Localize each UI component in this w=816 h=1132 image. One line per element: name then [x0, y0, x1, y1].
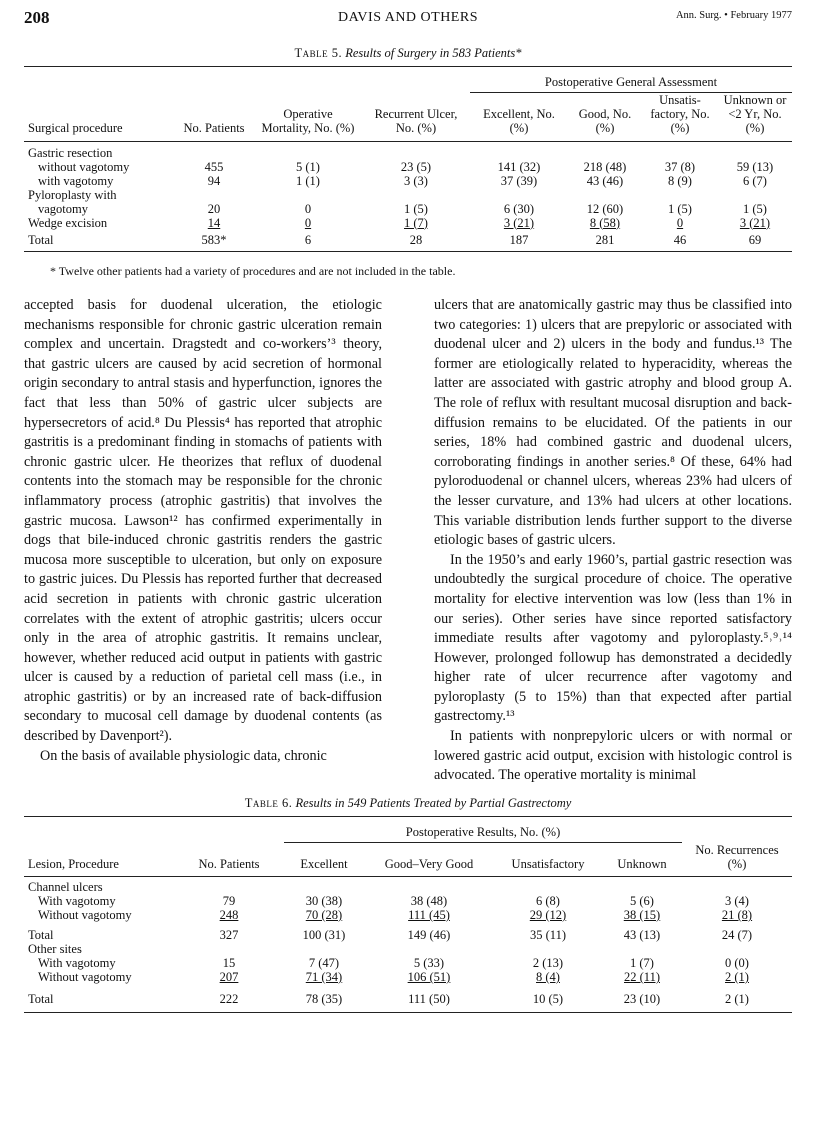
- paragraph: accepted basis for duodenal ulceration, the etiologic mechanisms responsible for chronic gastric ulceration remain complex and uncertain. Dragstedt and co-workers’³ theory, that gastric ulcers are caused by acid secretion of hormonal origin secondary to antral stasis and hyperfunction, ignores the fact that less than 50% of gastric ulcer subjects are hypersecretors of acid.⁸ Du Plessis⁴ has reported that atrophic gastritis is a predominant finding in stomachs of patients with chronic gastric ulcer. He theorizes that reflux of duodenal contents into the stomach may be responsible for the chronic inflammatory process (atrophic gastritis) that involves the gastric mucosa. Lawson¹² has confirmed experimentally in dogs that bile-induced chronic gastritis renders the gastric mucosa more susceptible to ulceration, but only on exposure to gastric juices. Du Plessis has reported further that decreased acid secretion in patients with chronic gastric ulceration correlates with the extent of atrophic gastritis; ulcers occur only in the area of atrophic gastritis. It remains unclear, however, whether reduced acid output in patients with gastric ulcer is caused by a reduction of parietal cell mass (i.e., in atrophic gastritis) or by an increased rate of back-diffusion secondary to mucosal cell damage by duodenal contents (as described by Davenport²).: [24, 297, 382, 745]
- table-row-total: [24, 984, 792, 1012]
- cell: 5 (6): [630, 894, 654, 908]
- row-label: Total: [24, 230, 174, 252]
- table6-group-header: Postoperative Results, No. (%): [284, 817, 682, 843]
- cell: 0 (0): [725, 956, 749, 970]
- cell: 1 (5): [668, 201, 692, 216]
- cell: 218 (48): [583, 159, 627, 174]
- row-label: With vagotomy: [38, 956, 116, 970]
- table5-footnote: * Twelve other patients had a variety of procedures and are not included in the table.: [50, 264, 456, 278]
- table6-col-unknown: Unknown: [602, 843, 682, 877]
- table-row: [24, 188, 792, 202]
- row-label: with vagotomy: [38, 173, 114, 188]
- cell: 94: [207, 173, 221, 188]
- table-row: [24, 908, 792, 922]
- cell: 10 (5): [494, 984, 602, 1012]
- table-row: [24, 956, 792, 970]
- table5-label: Table 5.: [294, 46, 343, 60]
- cell: 79: [222, 894, 236, 908]
- cell: 248: [219, 908, 239, 922]
- cell: 8 (9): [668, 173, 692, 188]
- cell: 1 (5): [743, 201, 767, 216]
- table-row: [24, 970, 792, 984]
- row-label: With vagotomy: [38, 894, 116, 908]
- cell: 5 (33): [413, 956, 445, 970]
- cell: 8 (58): [589, 215, 621, 230]
- table5-col-unsatisfactory: Unsatis- factory, No. (%): [642, 93, 718, 142]
- running-header: [24, 8, 792, 30]
- cell: 43 (13): [623, 928, 661, 942]
- table5-col-excellent: Excellent, No. (%): [470, 93, 568, 142]
- cell: 2 (1): [725, 970, 749, 984]
- cell: 3 (3): [404, 173, 428, 188]
- table5-group-header: Postoperative General Assessment: [470, 67, 792, 93]
- cell: 2 (13): [532, 956, 564, 970]
- cell: 327: [219, 928, 239, 942]
- cell: 1 (7): [630, 956, 654, 970]
- cell: 37 (39): [500, 173, 538, 188]
- cell: 69: [718, 230, 792, 252]
- cell: 21 (8): [721, 908, 753, 922]
- table5: [24, 66, 792, 252]
- cell: 1 (7): [404, 215, 428, 230]
- table6-caption: [0, 796, 816, 811]
- table-row: [24, 202, 792, 216]
- cell: 29 (12): [529, 908, 567, 922]
- table-row: [24, 160, 792, 174]
- table6-col-good: Good–Very Good: [364, 843, 494, 877]
- row-label: Without vagotomy: [38, 970, 132, 984]
- cell: 35 (11): [530, 928, 566, 942]
- journal-citation: Ann. Surg. • February 1977: [675, 10, 792, 21]
- cell: 281: [568, 230, 642, 252]
- cell: 46: [642, 230, 718, 252]
- table5-col-procedure: Surgical procedure: [24, 93, 174, 142]
- cell: 3 (4): [725, 894, 749, 908]
- cell: 78 (35): [284, 984, 364, 1012]
- cell: 22 (11): [624, 970, 660, 984]
- table6-col-excellent: Excellent: [284, 843, 364, 877]
- table-row: [24, 142, 792, 160]
- row-label: without vagotomy: [38, 159, 130, 174]
- table5-col-mortality: Operative Mortality, No. (%): [254, 93, 362, 142]
- row-label: Total: [28, 928, 54, 942]
- row-label: Channel ulcers: [28, 880, 103, 894]
- table-row-total: [24, 230, 792, 252]
- cell: 1 (1): [296, 173, 320, 188]
- table6: [24, 816, 792, 1013]
- cell: 0: [676, 215, 684, 230]
- table5-caption: [0, 46, 816, 61]
- cell: 222: [174, 984, 284, 1012]
- cell: 24 (7): [721, 928, 753, 942]
- cell: 70 (28): [305, 908, 343, 922]
- table-row: [24, 216, 792, 230]
- cell: 7 (47): [308, 956, 340, 970]
- cell: 6 (8): [536, 894, 560, 908]
- paragraph: On the basis of available physiologic data, chronic: [40, 747, 327, 764]
- running-authors: DAVIS AND OTHERS: [338, 10, 478, 25]
- table-row: [24, 942, 792, 956]
- table5-title: Results of Surgery in 583 Patients*: [345, 46, 522, 60]
- table-row: [24, 876, 792, 894]
- paragraph: In the 1950’s and early 1960’s, partial gastric resection was undoubtedly the surgical procedure of choice. The operative mortality for elective intervention was low (less than 1% in our series). Other series have since reported satisfactory immediate results after vagotomy and pyloroplasty.⁵˒⁹˒¹⁴ However, prolonged followup has demonstrated a decidedly higher rate of ulcer recurrence after vagotomy and pyloroplasty (5 to 15%) than that expected after partial gastrectomy.¹³: [434, 551, 792, 725]
- table6-col-unsatisfactory: Unsatisfactory: [494, 843, 602, 877]
- table5-col-unknown: Unknown or <2 Yr, No. (%): [718, 93, 792, 142]
- table6-label: Table 6.: [244, 796, 293, 810]
- cell: 149 (46): [407, 928, 451, 942]
- table6-col-patients: No. Patients: [174, 843, 284, 877]
- cell: 207: [219, 970, 239, 984]
- cell: 71 (34): [305, 970, 343, 984]
- cell: 23 (5): [400, 159, 432, 174]
- cell: 30 (38): [305, 894, 343, 908]
- cell: 111 (45): [408, 908, 450, 922]
- cell: 38 (15): [623, 908, 661, 922]
- row-label: Gastric resection: [28, 145, 113, 160]
- cell: 455: [204, 159, 224, 174]
- cell: 20: [207, 201, 221, 216]
- cell: 100 (31): [302, 928, 346, 942]
- row-label: vagotomy: [38, 201, 88, 216]
- row-label: Without vagotomy: [38, 908, 132, 922]
- cell: 6 (7): [743, 173, 767, 188]
- cell: 23 (10): [602, 984, 682, 1012]
- paragraph: In patients with nonprepyloric ulcers or with normal or lowered gastric acid output, excision with histologic control is advocated. The operative mortality is minimal: [434, 728, 792, 784]
- table5-col-recurrent: Recurrent Ulcer, No. (%): [362, 93, 470, 142]
- table6-title: Results in 549 Patients Treated by Partial Gastrectomy: [295, 796, 572, 810]
- row-label: Total: [24, 984, 174, 1012]
- cell: 106 (51): [407, 970, 451, 984]
- cell: 187: [470, 230, 568, 252]
- cell: 141 (32): [497, 159, 541, 174]
- cell: 0: [304, 201, 312, 216]
- cell: 583*: [174, 230, 254, 252]
- right-column: [434, 296, 792, 786]
- table-row: [24, 174, 792, 188]
- cell: 14: [207, 215, 221, 230]
- cell: 8 (4): [536, 970, 560, 984]
- cell: 28: [362, 230, 470, 252]
- table5-col-good: Good, No. (%): [568, 93, 642, 142]
- cell: 6 (30): [503, 201, 535, 216]
- cell: 3 (21): [503, 215, 535, 230]
- table6-col-lesion: Lesion, Procedure: [24, 843, 174, 877]
- left-column: [24, 296, 382, 766]
- table-row-total: [24, 922, 792, 942]
- table6-col-recurrences: No. Recurrences (%): [682, 843, 792, 877]
- cell: 43 (46): [586, 173, 624, 188]
- cell: 1 (5): [404, 201, 428, 216]
- cell: 12 (60): [586, 201, 624, 216]
- cell: 2 (1): [682, 984, 792, 1012]
- cell: 0: [304, 215, 312, 230]
- row-label: Other sites: [28, 942, 82, 956]
- table-row: [24, 894, 792, 908]
- cell: 111 (50): [364, 984, 494, 1012]
- table5-col-patients: No. Patients: [174, 93, 254, 142]
- page-number: 208: [24, 8, 50, 27]
- cell: 15: [222, 956, 236, 970]
- cell: 5 (1): [296, 159, 320, 174]
- cell: 38 (48): [410, 894, 448, 908]
- cell: 3 (21): [739, 215, 771, 230]
- paragraph: ulcers that are anatomically gastric may thus be classified into two categories: 1) ulcers that are prepyloric or associated with duodenal ulcer and 2) ulcers in the body and fundus.¹³ The former are etiologically related to hyperacidity, whereas the latter are associated with gastric atrophy and blood group A. The role of reflux with resultant mucosal disruption and back-diffusion remains to be elucidated. Of the patients in our series, 18% had combined gastric and duodenal ulcers, corroborating findings in another series.⁸ Of these, 64% had pyloroduodenal or channel ulcers, whereas 23% had ulcers of the lesser curvature, and 13% had ulcers at other locations. This variable distribution lends further support to the diverse etiologic bases of gastric ulcers.: [434, 297, 792, 549]
- cell: 6: [254, 230, 362, 252]
- cell: 59 (13): [736, 159, 774, 174]
- cell: 37 (8): [664, 159, 696, 174]
- row-label: Wedge excision: [28, 215, 108, 230]
- row-label: Pyloroplasty with: [28, 187, 117, 202]
